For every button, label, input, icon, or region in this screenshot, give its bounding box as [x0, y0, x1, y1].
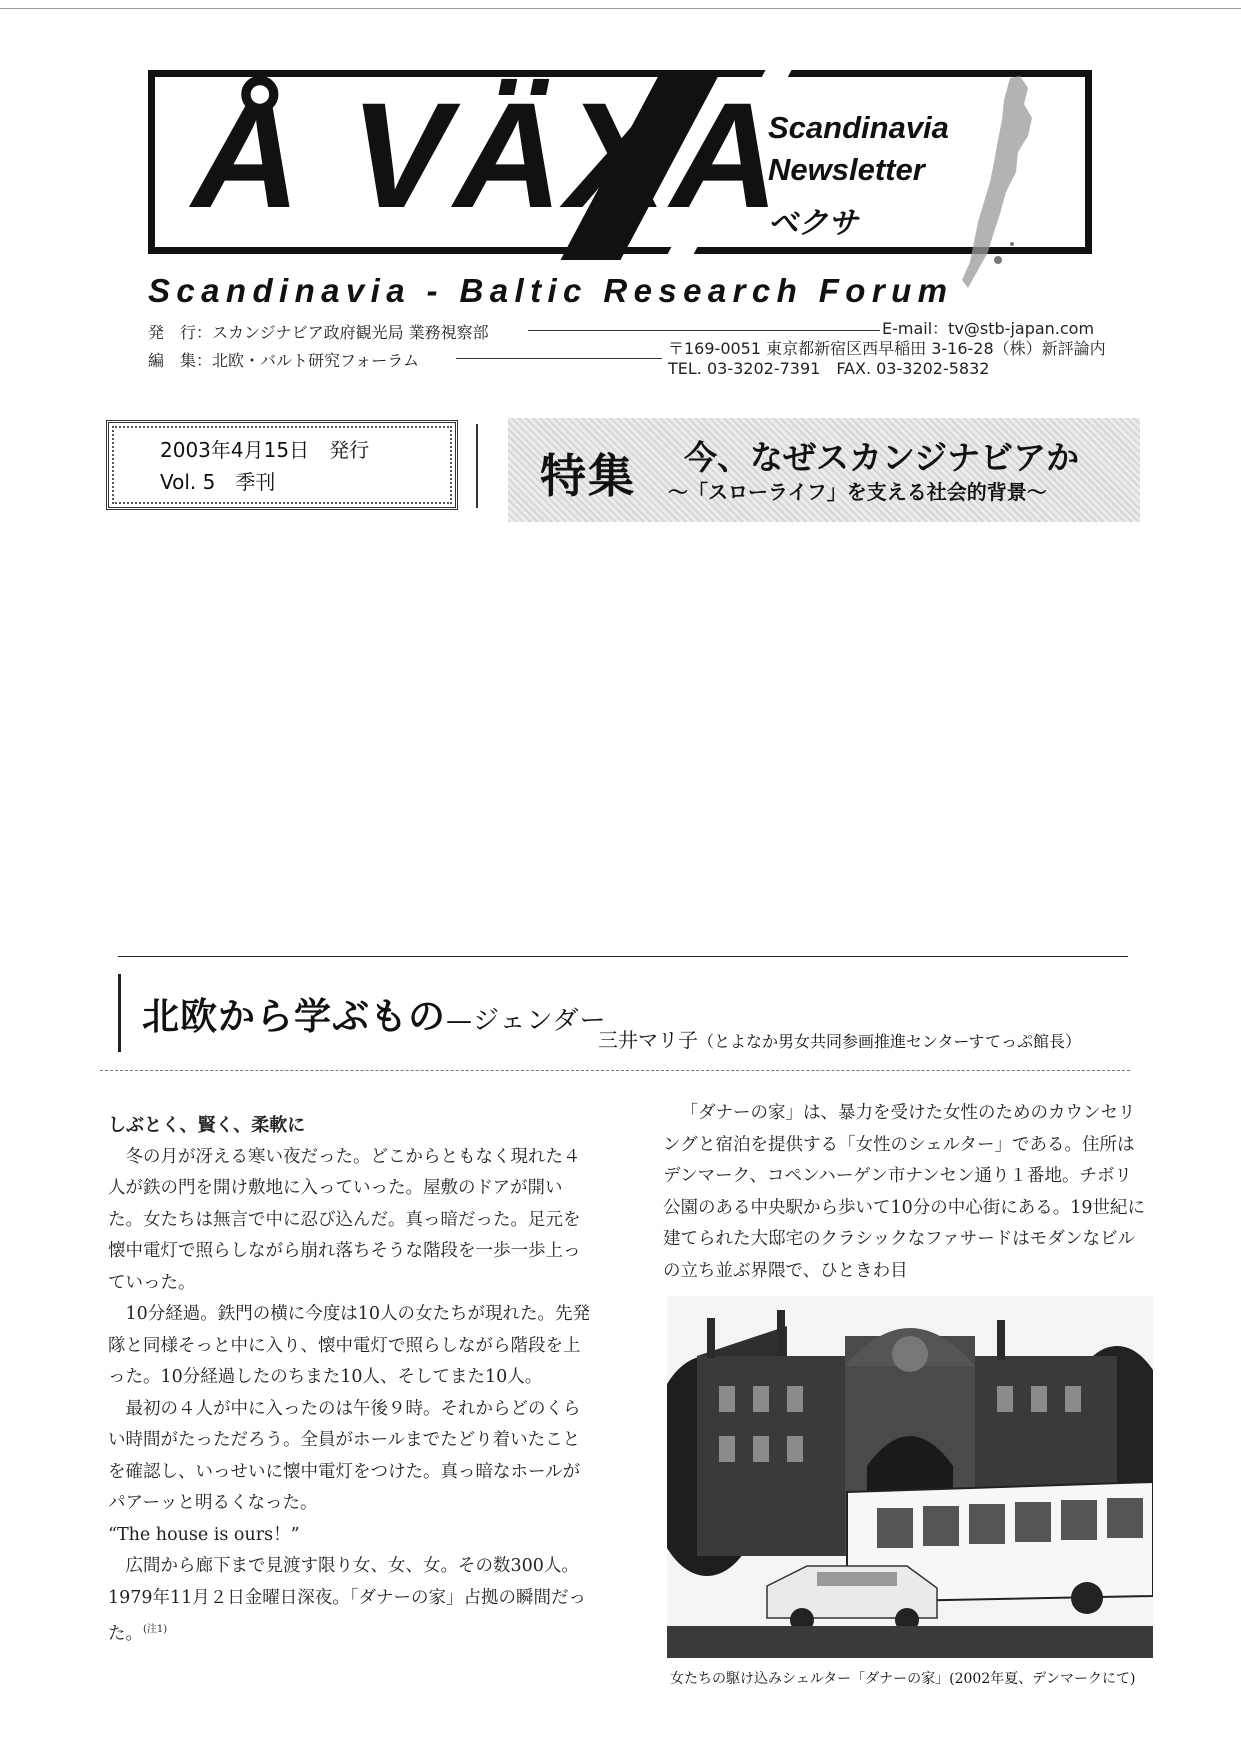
article-title-main: 北欧から学ぶもの: [142, 995, 446, 1038]
feature-title: 今、なぜスカンジナビアか: [684, 438, 1080, 477]
logo-subtitle-2: Newsletter: [768, 152, 925, 187]
email: E-mail：tv@stb-japan.com: [882, 319, 1095, 338]
logo-subtitle-1: Scandinavia: [768, 110, 949, 145]
closing-text: 広間から廊下まで見渡す限り女、女、女。その数300人。1979年11月２日金曜日深夜。「ダナーの家」占拠の瞬間だった。: [108, 1556, 587, 1644]
paragraph: 冬の月が冴える寒い夜だった。どこからともなく現れた４人が鉄の門を開け敷地に入っていった。屋敷のドアが開いた。女たちは無言で中に忍び込んだ。真っ暗だった。足元を懐中電灯で照らしながら崩れ落ちそうな階段を一歩一歩上っていった。: [108, 1146, 581, 1293]
quote: “The house is ours！”: [108, 1524, 300, 1545]
paragraph: 10分経過。鉄門の横に今度は10人の女たちが現れた。先発隊と同様そっと中に入り、懐中電灯で照らしながら階段を上った。10分経過したのちまた10人、そしてまた10人。: [108, 1304, 591, 1387]
article-title-suffix: —ジェンダー: [446, 1006, 607, 1036]
sweden-map-icon: [958, 74, 1040, 294]
issue-date: 2003年4月15日 発行: [160, 438, 370, 462]
article-author: [598, 1024, 1081, 1053]
phone-fax: TEL. 03-3202-7391 FAX. 03-3202-5832: [668, 359, 990, 378]
article-column-left: [108, 1110, 592, 1650]
paragraph: 最初の４人が中に入ったのは午後９時。それからどのくらい時間がたっただろう。全員がホールまでたどり着いたことを確認し、いっせいに懐中電灯をつけた。真っ暗なホールがパアーッと明るくなった。: [108, 1398, 581, 1513]
feature-subtitle: ～「スローライフ」を支える社会的背景～: [668, 480, 1047, 504]
header-divider: [476, 424, 478, 508]
issue-volume: Vol. 5 季刊: [160, 470, 276, 494]
issuer-rule: [528, 330, 880, 331]
footnote-mark: (注1): [143, 1624, 168, 1635]
logo-kana: ベクサ: [768, 206, 858, 241]
issuer-line: 発 行：スカンジナビア政府観光局 業務視察部: [148, 323, 489, 342]
article-top-rule: [118, 956, 1128, 957]
paragraph: 「ダナーの家」は、暴力を受けた女性のためのカウンセリングと宿泊を提供する「女性のシェルター」である。住所はデンマーク、コペンハーゲン市ナンセン通り１番地。チボリ公園のある中央駅から歩いて10分の中心街にある。19世紀に建てられた大邸宅のクラシックなファサードはモダンなビルの立ち並ぶ界隈で、ひときわ目: [663, 1103, 1146, 1281]
danner-house-photo: [667, 1296, 1153, 1658]
photo-caption: 女たちの駆け込みシェルター「ダナーの家」(2002年夏、デンマークにて): [670, 1671, 1136, 1687]
article-title: [142, 986, 606, 1040]
editor-rule: [456, 358, 662, 359]
article-header-rule: [100, 1070, 1130, 1071]
section-heading: しぶとく、賢く、柔軟に: [108, 1115, 306, 1136]
article-column-right: [663, 1098, 1149, 1287]
logo-title: Å VÄXA: [192, 71, 783, 239]
feature-label: 特集: [540, 449, 636, 503]
article-left-bar: [118, 974, 121, 1052]
forum-title: Scandinavia - Baltic Research Forum: [148, 272, 954, 309]
author-name: 三井マリ子: [598, 1028, 698, 1052]
page-top-line: [0, 8, 1241, 9]
author-note: （とよなか男女共同参画推進センターすてっぷ館長）: [698, 1032, 1082, 1051]
editor-line: 編 集：北欧・バルト研究フォーラム: [148, 351, 420, 370]
address: 〒169-0051 東京都新宿区西早稲田 3-16-28（株）新評論内: [668, 339, 1106, 358]
paragraph-closing: [108, 1551, 592, 1650]
